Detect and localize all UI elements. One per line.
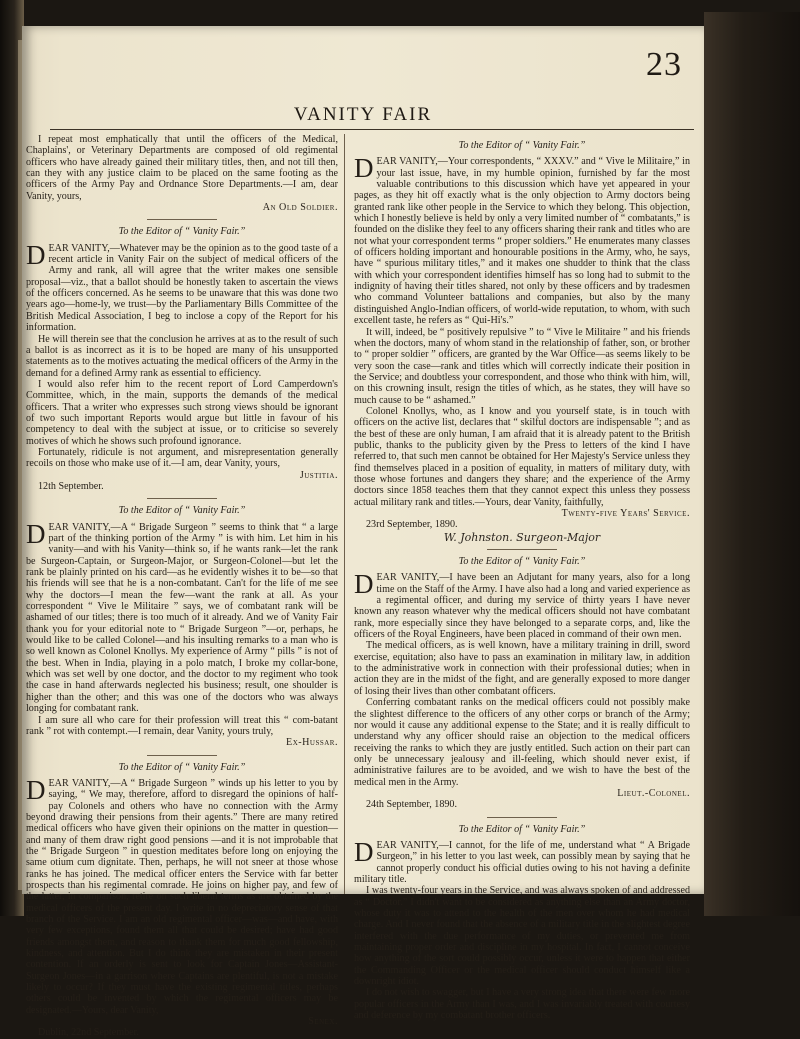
handwritten-annotation: W. Johnston. Surgeon-Major xyxy=(443,530,601,544)
book-page xyxy=(22,26,704,1039)
letter-heading: To the Editor of “ Vanity Fair.” xyxy=(118,761,246,773)
letter-heading: To the Editor of “ Vanity Fair.” xyxy=(458,823,586,835)
letter-paragraph xyxy=(26,239,338,334)
letter-paragraph xyxy=(354,153,690,327)
drop-cap: D xyxy=(354,836,374,867)
running-title: VANITY FAIR xyxy=(293,104,433,125)
letter-heading: To the Editor of “ Vanity Fair.” xyxy=(458,140,586,151)
letter-paragraph: It will, indeed, be “ positively repulsive ” to “ Vive le Militaire ” and his friends when the doctors, many of whom stand in the relationship of father, son, or brother to “ proper soldier ” officers, are granted by the War Office—as seems likely to be very soon the case—rank and titles which will correctly indicate their position in the Service; and doubtless your correspondent, and those who think with him, will, on this crowning insult, resign the titles of which, as he states, they will have so much cause to be “ ashamed.” xyxy=(354,326,690,406)
signature: An Old Soldier. xyxy=(262,202,338,214)
letter-paragraph xyxy=(26,774,338,1016)
letter-paragraph: I would also refer him to the recent report of Lord Camperdown's Committee, which, in the main, supports the demands of the medical officers. That a writer who expresses such strong views should be ignorant of two such important Reports would argue but little in favour of his competency to deal with the subject at issue, or to criticise so severely motives of which he shows such profound ignorance. xyxy=(26,378,338,447)
book-cover-edge xyxy=(704,12,800,916)
intro-paragraph: I repeat most emphatically that until the officers of the Medical, Chaplains', or Veterinary Departments are composed of old regimental officers who have already gained their military titles, then, and not till then, can they with any justice claim to be placed on the same footing as the officers of the Army Pay and Ordnance Store Departments.—I am, dear Vanity, yours, xyxy=(26,134,338,202)
letter-paragraph: Colonel Knollys, who, as I know and you yourself state, is in touch with officers on the active list, declares that “ skilful doctors are indispensable ”; and as the best of these are only human, I am afraid that it is already patent to the British public, thanks to the publicity given by the Press to letters of the kind I have referred to, that such men cannot be obtained for Her Majesty's Service unless they find themselves placed in a position of equality, in matters of military duty, with those whose fortunes and dangers they share; and the experience of the Army doctors since 1858 teaches them that they cannot expect this unless they possess actual military rank and titles.—Yours, dear Vanity, faithfully, xyxy=(354,405,690,508)
letter-paragraph: I am sure all who care for their profession will treat this “ com-batant rank ” rot with contempt.—I remain, dear Vanity, yours truly, xyxy=(26,714,338,737)
dateline: 23rd September, 1890. xyxy=(366,519,458,531)
letter-paragraph: Fortunately, ridicule is not argument, and misrepresentation generally recoils on those who make use of it.—I am, dear Vanity, yours, xyxy=(26,446,338,470)
left-column xyxy=(26,134,338,1039)
letter-paragraph: Conferring combatant ranks on the medical officers could not possibly make the slightest difference to the officers of any other corps or branch of the Army; nor would it cause any additional expense to the State; and it is really difficult to understand why any officer should raise an objection to the medical officers receiving the ranks to which they are justly entitled. Such action on their part can only be unnecessary jealousy and ill-feeling, which should never exist, if administrative failures are to be avoided, and we wish to have the best of the medical men in the Army. xyxy=(354,697,690,788)
letter-paragraph: The medical officers, as is well known, have a military training in drill, sword exercise, equitation; also have to pass an examination in military law, in addition to the administrative work in connection with their professional duties; when in action they are in the midst of the fight, and are generally exposed to more danger of losing their lives than other combatant officers. xyxy=(354,640,690,697)
dateline: 24th September, 1890. xyxy=(366,799,457,811)
drop-cap: D xyxy=(354,153,374,184)
dateline: Dublin, 22nd September. xyxy=(38,1027,139,1039)
letter-text: EAR VANITY,—A “ Brigade Surgeon ” winds up his letter to you by saying, “ We may, therefore, afford to disregard the opinions of half-pay Colonels and others who have no connection with the Army beyond drawing their pensions from their agents.” There are many retired medical officers who have given their opinions on the matter in question—and many of them draw right good pensions —and it is not improbable that the “ Brigade Surgeon ” in question meditates before long on enjoying the same otium cum dignitate. Then, perhaps, he will not sneer at those whose ranks he has joined. The medical officer enters the Service with far better prospects than his regimental comrade. He joins on higher pay, and few of the latter, in comparison, retire on such liberal terms as are obtained by the medical officers of the present day. I write in no depreciatory sense of that branch of the Service. I am an old regimental officer—was—and have, with very few exceptions, found them all that could be desired; have had good friends amongst them, and reason to thank them for much good fellowship, kindness, and attention. But I do think they are mistaken in their present contention. If an orderly is sent to look for Captain Jones—Assistant-Surgeon Jones—in a garrison where Captains are plentiful, is not a mistake likely to occur? If they must have the existing regimental titles, perhaps others could be invented by which the regimental officers may be designated.—Yours, dear Vanity, xyxy=(26,777,338,1016)
signature: Lieut.-Colonel. xyxy=(617,787,690,799)
drop-cap: D xyxy=(26,774,46,805)
letter-paragraph xyxy=(354,836,690,885)
letter-paragraph xyxy=(26,518,338,715)
letter-text: EAR VANITY,—I cannot, for the life of me, understand what “ A Brigade Surgeon,” in his letter to you last week, can possibly mean by saying that he cannot properly conduct his official duties owing to his not having a definite military title. xyxy=(354,839,690,885)
signature: Justitia. xyxy=(299,469,338,481)
letter-heading: To the Editor of “ Vanity Fair.” xyxy=(458,556,586,568)
right-column xyxy=(354,134,690,1021)
drop-cap: D xyxy=(26,518,46,549)
page-number: 23 xyxy=(646,46,682,83)
signature: Ex-Hussar. xyxy=(286,737,338,749)
letter-paragraph: He will therein see that the conclusion he arrives at as to the result of such a ballot is as incorrect as it is to be hoped are many of his unsupported statements as to the motives actuating the medical officers of the Army in the demand for a defined Army rank as essential to efficiency. xyxy=(26,333,338,379)
letter-heading: To the Editor of “ Vanity Fair.” xyxy=(118,505,246,517)
separator xyxy=(147,219,217,220)
letter-text: EAR VANITY,—Whatever may be the opinion as to the good taste of a recent article in Vanity Fair on the subject of medical officers of the Army and rank, all will agree that the writer makes one sensible proposal—viz., that a ballot should be honestly taken to ascertain the views of the officers concerned. As he seems to be unaware that this was done two years ago—home-ly, we trust—by the Parliamentary Bills Committee of the British Medical Association, I beg to inclose a copy of the Report for his information. xyxy=(26,242,338,334)
separator xyxy=(487,549,557,550)
column-divider xyxy=(344,134,345,894)
letter-heading: To the Editor of “ Vanity Fair.” xyxy=(118,226,246,238)
separator xyxy=(147,498,217,499)
drop-cap: D xyxy=(26,239,46,270)
letter-paragraph: I was twenty-four years in the Service, and was always spoken of and addressed as “ Doctor.” I didn't want to be considered as anything else than an Army doctor, whose duty it was to attend to the health of the men over whom he had medical charge. And I never found that the absence of a military title in the slightest degree interfered with the due performance of my duties, or prevented me from maintaining proper order and discipline in my hospital. In fact, I cannot conceive how anything of the sort could possibly occur, unless it were to happen that either the Commanding Officer or the medical officer should conduct himself like a downright idiot. xyxy=(354,885,690,988)
dateline: 12th September. xyxy=(38,480,104,492)
signature: Senex. xyxy=(308,1016,338,1028)
separator xyxy=(147,755,217,756)
letter-paragraph xyxy=(354,569,690,641)
signature: Twenty-five Years' Service. xyxy=(561,508,690,519)
drop-cap: D xyxy=(354,569,374,600)
letter-text: EAR VANITY,—A “ Brigade Surgeon ” seems to think that “ a large part of the thinking portion of the Army ” is with him. Let him in his vanity—and with his Vanity—think so, if he wants rank—let the rank be Surgeon-Captain, or Surgeon-Major, or Surgeon-Colonel—but let the rank be plainly printed on his card—as he evidently wishes it to be—so that his friends will see that he is a non-combatant. Can't for the life of me see why the doctors—I mean the few—want the rank at all. As your correspondent “ Vive le Militaire ” says, we of combatant rank will be ashamed of our titles; there is too much of it already. And we of Vanity Fair thank you for your editorial note to “ Brigade Surgeon ”—or, perhaps, he would like to be called Colonel—and his insulting remarks to a man who is so well known as Colonel Knollys. My experience of Army “ pills ” is not of the best. When in India, playing in a polo match, I broke my collar-bone, which was set well by one doctor, and the doctor to my regiment who took the case in hand afterwards neglected his business; result, one shoulder is higher than the other; and this was one of the doctors who was always longing for combatant rank. xyxy=(26,521,338,715)
letter-paragraph: I do not wish to swagger, but I have a very strong idea that there were few more popular officers in the Army than I was, and I was invariably treated with courtesy and deference by my combatant brother officers. xyxy=(354,987,690,1022)
separator xyxy=(487,817,557,818)
letter-text: EAR VANITY,—I have been an Adjutant for many years, also for a long time on the Staff of the Army. I have also had a long and varied experience as a regimental officer, and during my service of thirty years I have never known any reason whatever why the medical officers should not have combatant rank, more especially since they have belonged to a separate corps, and, like the officers of the Royal Engineers, have been placed in command of their own men. xyxy=(354,572,690,641)
header-rule xyxy=(50,129,694,130)
letter-text: EAR VANITY,—Your correspondents, “ XXXV.” and “ Vive le Militaire,” in your last issue, have, in my humble opinion, furnished by far the most valuable contributions to this discussion which have yet appeared in your pages, as they hit off exactly what is the only objection to Army doctors being granted rank like other people in the Service to which they belong. This objection, which I honestly believe is held by only a very limited number of “ combatants,” is founded on the dislike they feel to any officers sharing their rank and titles who are not what your correspondent terms “ proper soldiers.” He enumerates many classes of officers holding important and honourable positions in the Army, who, he says, have “ spurious military titles,” and it makes one shudder to think that the class with which your correspondent identifies himself has so long had to submit to the indignity of having their titles shared, not only by these officers and by tradesmen who command Volunteer battalions and companies, but also by the many distinguished Anglo-Indian officers, of world-wide reputation, to whom, with such excellent taste, he refers as “ Qui-Hi's.” xyxy=(354,156,690,327)
